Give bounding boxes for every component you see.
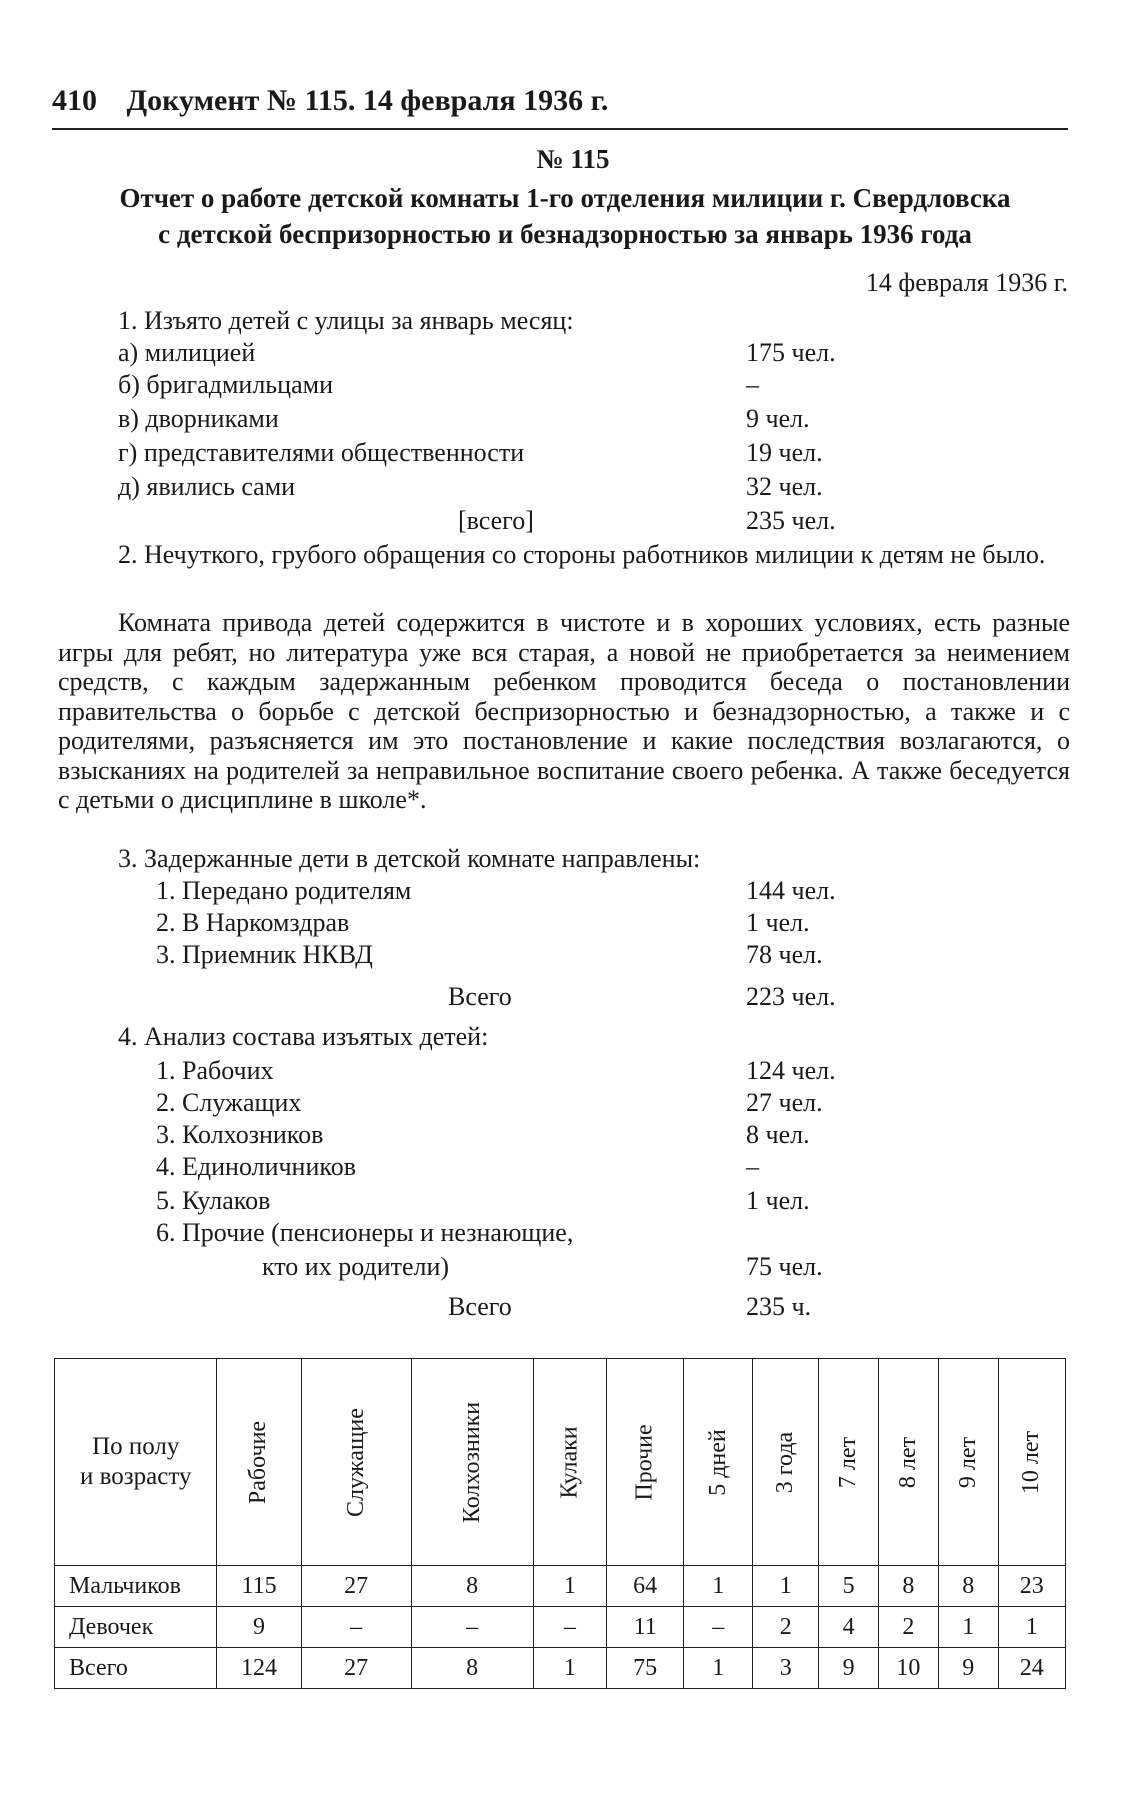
table-cell: 8 bbox=[411, 1648, 533, 1689]
section4-heading: 4. Анализ состава изъятых детей: bbox=[118, 1022, 489, 1051]
column-header-label: 3 года bbox=[772, 1431, 799, 1493]
column-header-label: 10 лет bbox=[1018, 1430, 1045, 1494]
section3-total-value: 223 чел. bbox=[746, 982, 836, 1011]
list-item-value: 75 чел. bbox=[746, 1252, 823, 1281]
list-item-value: 8 чел. bbox=[746, 1120, 810, 1149]
page-number: 410 bbox=[52, 84, 97, 117]
list-item-label: 6. Прочие (пенсионеры и незнающие, bbox=[156, 1218, 574, 1247]
table-cell: 8 bbox=[938, 1566, 998, 1607]
column-header bbox=[411, 1359, 533, 1566]
list-item-value: 175 чел. bbox=[746, 338, 836, 367]
list-item-value: 124 чел. bbox=[746, 1056, 836, 1085]
table-row bbox=[55, 1566, 1066, 1607]
table-cell: 5 bbox=[819, 1566, 879, 1607]
column-header bbox=[533, 1359, 606, 1566]
table-cell: – bbox=[301, 1607, 411, 1648]
list-item-value: 1 чел. bbox=[746, 1186, 810, 1215]
table-cell: 4 bbox=[819, 1607, 879, 1648]
table-cell: 9 bbox=[938, 1648, 998, 1689]
list-item-label-cont: кто их родители) bbox=[262, 1252, 450, 1281]
column-header bbox=[217, 1359, 301, 1566]
table-cell: 1 bbox=[533, 1648, 606, 1689]
column-header-label: 5 дней bbox=[704, 1428, 731, 1496]
table-cell: 1 bbox=[684, 1566, 753, 1607]
table-cell: 27 bbox=[301, 1566, 411, 1607]
section4-total-value: 235 ч. bbox=[746, 1292, 812, 1321]
column-header bbox=[998, 1359, 1065, 1566]
column-header-label: 9 лет bbox=[954, 1436, 981, 1488]
gender-age-table bbox=[54, 1358, 1066, 1689]
table-corner-header bbox=[55, 1359, 217, 1566]
corner-line-2: и возрасту bbox=[80, 1463, 192, 1490]
table-cell: 3 bbox=[753, 1648, 819, 1689]
table-cell: 9 bbox=[819, 1648, 879, 1689]
column-header bbox=[878, 1359, 938, 1566]
table-cell: 23 bbox=[998, 1566, 1065, 1607]
body-paragraph: Комната привода детей содержится в чистоте и в хороших условиях, есть разные игры для ребят, но литература уже вся старая, а новой не приобретается за неимением средств, с каждым задержанным ребенком проводится беседа о постановлении правительства о борьбе с детской беспризорностью и безнадзорностью, а также и с родителями, разъясняется им это постановление и какие последствия возлагаются, о взысканиях на родителей за неправильное воспитание своего ребенка. А также беседуется с детьми о дисциплине в школе*. bbox=[58, 608, 1070, 814]
table-cell: 24 bbox=[998, 1648, 1065, 1689]
list-item-value: 32 чел. bbox=[746, 472, 823, 501]
section4-total-label: Всего bbox=[448, 1292, 512, 1321]
list-item-label: б) бригадмильцами bbox=[118, 370, 333, 399]
column-header-label: Прочие bbox=[631, 1423, 658, 1501]
table-cell: 64 bbox=[607, 1566, 684, 1607]
list-item-label: 3. Приемник НКВД bbox=[156, 940, 373, 969]
list-item-label: 3. Колхозников bbox=[156, 1120, 324, 1149]
column-header bbox=[684, 1359, 753, 1566]
column-header bbox=[819, 1359, 879, 1566]
list-item-value: 9 чел. bbox=[746, 404, 810, 433]
row-label: Всего bbox=[55, 1648, 217, 1689]
list-item-value: 1 чел. bbox=[746, 908, 810, 937]
section1-total-label: [всего] bbox=[458, 506, 534, 535]
list-item-value: – bbox=[746, 370, 759, 399]
list-item-value: 78 чел. bbox=[746, 940, 823, 969]
section3-heading: 3. Задержанные дети в детской комнате направлены: bbox=[118, 844, 701, 873]
column-header-label: Колхозники bbox=[458, 1401, 485, 1523]
list-item-label: в) дворниками bbox=[118, 404, 279, 433]
list-item-label: 1. Рабочих bbox=[156, 1056, 274, 1085]
column-header-label: Рабочие bbox=[245, 1420, 272, 1504]
list-item-value: 27 чел. bbox=[746, 1088, 823, 1117]
table-cell: 11 bbox=[607, 1607, 684, 1648]
table-cell: 8 bbox=[411, 1566, 533, 1607]
list-item-label: а) милицией bbox=[118, 338, 256, 367]
column-header bbox=[753, 1359, 819, 1566]
table-cell: 1 bbox=[753, 1566, 819, 1607]
table-cell: 75 bbox=[607, 1648, 684, 1689]
table-cell: 1 bbox=[684, 1648, 753, 1689]
list-item-label: д) явились сами bbox=[118, 472, 296, 501]
corner-line-1: По полу bbox=[92, 1433, 180, 1460]
table-cell: 9 bbox=[217, 1607, 301, 1648]
list-item-value: 19 чел. bbox=[746, 438, 823, 467]
list-item-value: – bbox=[746, 1152, 759, 1181]
document-number: № 115 bbox=[536, 144, 610, 174]
list-item-value: 144 чел. bbox=[746, 876, 836, 905]
table-cell: 124 bbox=[217, 1648, 301, 1689]
table-cell: 115 bbox=[217, 1566, 301, 1607]
document-date: 14 февраля 1936 г. bbox=[865, 268, 1068, 297]
list-item-label: 5. Кулаков bbox=[156, 1186, 271, 1215]
table-cell: – bbox=[533, 1607, 606, 1648]
column-header-label: Служащие bbox=[342, 1407, 369, 1517]
section3-total-label: Всего bbox=[448, 982, 512, 1011]
running-header bbox=[52, 82, 1068, 130]
column-header bbox=[607, 1359, 684, 1566]
table-cell: – bbox=[411, 1607, 533, 1648]
section2-text: 2. Нечуткого, грубого обращения со стороны работников милиции к детям не было. bbox=[118, 540, 1046, 569]
row-label: Девочек bbox=[55, 1607, 217, 1648]
table-cell: 8 bbox=[878, 1566, 938, 1607]
table-cell: – bbox=[684, 1607, 753, 1648]
column-header bbox=[301, 1359, 411, 1566]
list-item-label: г) представителями общественности bbox=[118, 438, 525, 467]
table-header-row bbox=[55, 1359, 1066, 1566]
column-header-label: Кулаки bbox=[556, 1425, 583, 1499]
title-line-1: Отчет о работе детской комнаты 1-го отделения милиции г. Свердловска bbox=[119, 183, 1011, 213]
table-row bbox=[55, 1607, 1066, 1648]
row-label: Мальчиков bbox=[55, 1566, 217, 1607]
list-item-label: 4. Единоличников bbox=[156, 1152, 356, 1181]
column-header bbox=[938, 1359, 998, 1566]
table-cell: 27 bbox=[301, 1648, 411, 1689]
table-cell: 10 bbox=[878, 1648, 938, 1689]
list-item-label: 2. В Наркомздрав bbox=[156, 908, 350, 937]
list-item-label: 1. Передано родителям bbox=[156, 876, 412, 905]
document-title bbox=[60, 180, 1070, 252]
list-item-label: 2. Служащих bbox=[156, 1088, 302, 1117]
table-row bbox=[55, 1648, 1066, 1689]
title-line-2: с детской беспризорностью и безнадзорностью за январь 1936 года bbox=[158, 219, 972, 249]
table-cell: 1 bbox=[938, 1607, 998, 1648]
column-header-label: 7 лет bbox=[835, 1436, 862, 1488]
table-cell: 2 bbox=[878, 1607, 938, 1648]
table-cell: 1 bbox=[998, 1607, 1065, 1648]
section1-total-value: 235 чел. bbox=[746, 506, 836, 535]
table-cell: 2 bbox=[753, 1607, 819, 1648]
section1-heading: 1. Изъято детей с улицы за январь месяц: bbox=[118, 306, 574, 335]
running-title: Документ № 115. 14 февраля 1936 г. bbox=[126, 84, 609, 117]
column-header-label: 8 лет bbox=[894, 1436, 921, 1488]
table-cell: 1 bbox=[533, 1566, 606, 1607]
